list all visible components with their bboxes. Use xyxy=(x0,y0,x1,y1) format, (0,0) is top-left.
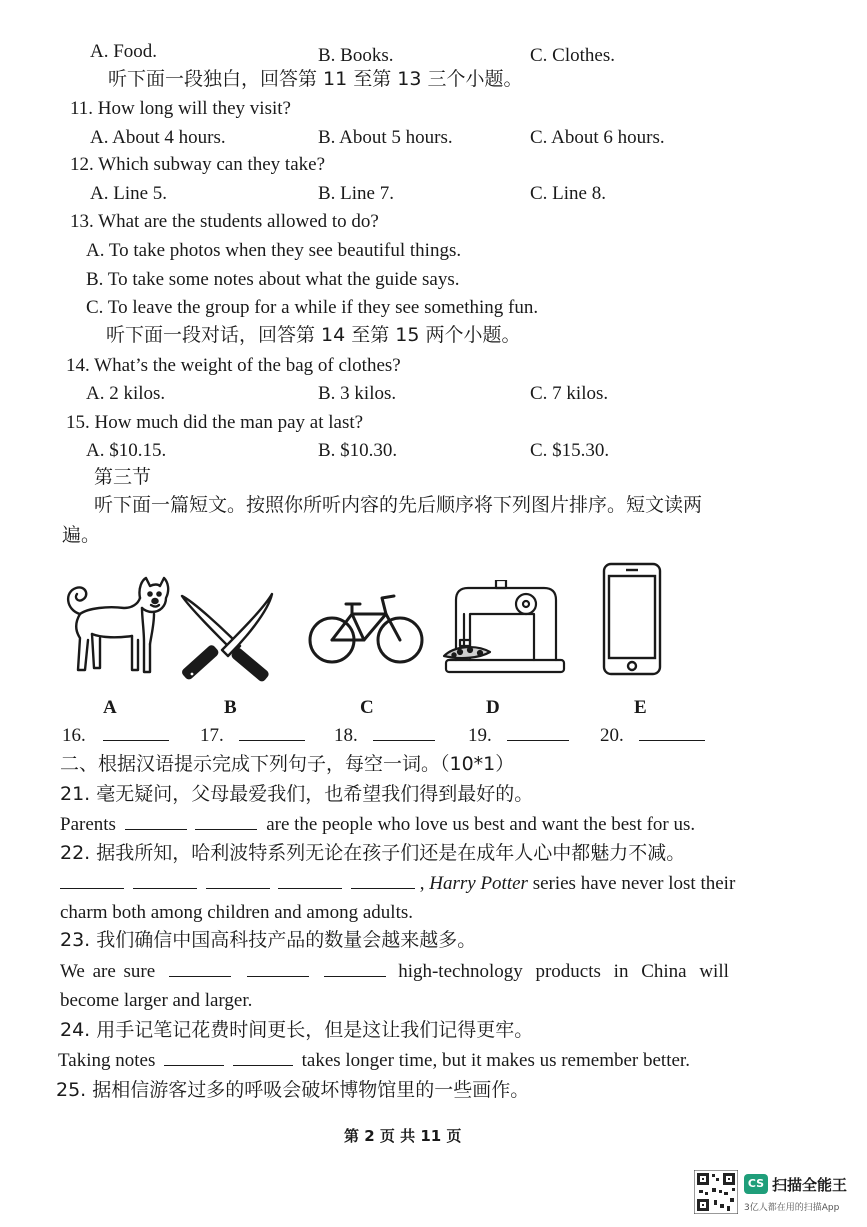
q12-option-a: A. Line 5. xyxy=(90,183,168,204)
sewing-machine-icon xyxy=(440,580,570,680)
q13-stem: 13. What are the students allowed to do? xyxy=(70,211,379,232)
section3-title: 第三节 xyxy=(94,466,152,488)
answer-18-number: 18. xyxy=(334,725,358,746)
q22-english-line2: charm both among children and among adults. xyxy=(60,902,413,923)
q22-blank-3[interactable] xyxy=(206,874,270,889)
q10-option-c: C. Clothes. xyxy=(530,45,615,66)
q15-option-a: A. $10.15. xyxy=(86,440,167,461)
dog-icon xyxy=(58,570,170,682)
q24-english xyxy=(58,1051,690,1070)
q24-blank-2[interactable] xyxy=(233,1051,293,1066)
answer-19-number: 19. xyxy=(468,725,492,746)
scanner-logo-badge: CS xyxy=(744,1174,768,1194)
dialog-instruction: 听下面一段对话，回答第 14 至第 15 两个小题。 xyxy=(106,324,521,346)
answer-18 xyxy=(334,726,435,745)
q24-blank-1[interactable] xyxy=(164,1051,224,1066)
q12-option-c: C. Line 8. xyxy=(530,183,606,204)
answer-17-blank[interactable] xyxy=(239,726,305,741)
scanner-app-name: 扫描全能王 xyxy=(772,1176,848,1194)
q22-blank-5[interactable] xyxy=(351,874,415,889)
answer-16-number: 16. xyxy=(62,725,86,746)
picture-label-b: B xyxy=(224,697,237,718)
q22-book-title: Harry Potter xyxy=(429,873,528,894)
q11-option-b: B. About 5 hours. xyxy=(318,127,453,148)
q12-stem: 12. Which subway can they take? xyxy=(70,154,326,175)
q14-option-b: B. 3 kilos. xyxy=(318,383,397,404)
q11-option-c: C. About 6 hours. xyxy=(530,127,665,148)
answer-19 xyxy=(468,726,569,745)
q11-stem: 11. How long will they visit? xyxy=(70,98,291,119)
part2-title: 二、根据汉语提示完成下列句子，每空一词。（10*1） xyxy=(60,753,515,775)
answer-16-blank[interactable] xyxy=(103,726,169,741)
answer-17 xyxy=(200,726,305,745)
q22-blank-4[interactable] xyxy=(278,874,342,889)
answer-20 xyxy=(600,726,705,745)
answer-19-blank[interactable] xyxy=(507,726,569,741)
q15-stem: 15. How much did the man pay at last? xyxy=(66,412,364,433)
qr-code-icon xyxy=(694,1170,738,1214)
picture-label-a: A xyxy=(103,697,117,718)
q24-english-before: Taking notes xyxy=(58,1050,156,1071)
q23-blank-3[interactable] xyxy=(324,962,386,977)
q21-english-after: are the people who love us best and want the best for us. xyxy=(266,814,696,835)
q23-chinese: 23. 我们确信中国高科技产品的数量会越来越多。 xyxy=(60,929,477,951)
monologue-instruction: 听下面一段独白，回答第 11 至第 13 三个小题。 xyxy=(108,68,523,90)
q21-english-before: Parents xyxy=(60,814,116,835)
q14-option-a: A. 2 kilos. xyxy=(86,383,166,404)
q23-blank-2[interactable] xyxy=(247,962,309,977)
crossed-knives-icon xyxy=(174,592,290,688)
q11-option-a: A. About 4 hours. xyxy=(90,127,226,148)
section3-instruction-line1: 听下面一篇短文。按照你所听内容的先后顺序将下列图片排序。短文读两 xyxy=(94,494,703,516)
answer-20-number: 20. xyxy=(600,725,624,746)
q24-chinese: 24. 用手记笔记花费时间更长，但是这让我们记得更牢。 xyxy=(60,1019,534,1041)
picture-label-d: D xyxy=(486,697,500,718)
q13-option-b: B. To take some notes about what the guide says. xyxy=(86,269,460,290)
q22-blank-1[interactable] xyxy=(60,874,124,889)
q12-option-b: B. Line 7. xyxy=(318,183,394,204)
section3-instruction-line2: 遍。 xyxy=(62,524,101,546)
q14-stem: 14. What’s the weight of the bag of clothes? xyxy=(66,355,401,376)
q23-english-before: We are sure xyxy=(60,961,156,982)
q15-option-b: B. $10.30. xyxy=(318,440,398,461)
q22-english: , Harry Potter series have never lost their xyxy=(60,874,735,893)
answer-18-blank[interactable] xyxy=(373,726,435,741)
q15-option-c: C. $15.30. xyxy=(530,440,610,461)
q23-blank-1[interactable] xyxy=(169,962,231,977)
q25-chinese: 25. 据相信游客过多的呼吸会破坏博物馆里的一些画作。 xyxy=(56,1079,530,1101)
picture-label-c: C xyxy=(360,697,374,718)
q21-blank-2[interactable] xyxy=(195,815,257,830)
q13-option-c: C. To leave the group for a while if they see something fun. xyxy=(86,297,539,318)
q10-option-a: A. Food. xyxy=(90,41,158,62)
q21-chinese: 21. 毫无疑问，父母最爱我们，也希望我们得到最好的。 xyxy=(60,783,534,805)
q22-english-after: series have never lost their xyxy=(532,873,736,894)
q14-option-c: C. 7 kilos. xyxy=(530,383,609,404)
q23-english xyxy=(60,962,729,981)
smartphone-icon xyxy=(602,562,662,676)
q22-chinese: 22. 据我所知，哈利波特系列无论在孩子们还是在成年人心中都魅力不减。 xyxy=(60,842,686,864)
q24-english-after: takes longer time, but it makes us remember better. xyxy=(301,1050,690,1071)
page-footer: 第 2 页 共 11 页 xyxy=(344,1127,462,1145)
q23-english-line2: become larger and larger. xyxy=(60,990,253,1011)
q13-option-a: A. To take photos when they see beautiful things. xyxy=(86,240,462,261)
bicycle-icon xyxy=(306,590,426,670)
answer-20-blank[interactable] xyxy=(639,726,705,741)
answer-17-number: 17. xyxy=(200,725,224,746)
answer-16 xyxy=(62,726,169,745)
scanner-tagline: 3亿人都在用的扫描App xyxy=(744,1203,840,1213)
q10-option-b: B. Books. xyxy=(318,45,394,66)
q21-english xyxy=(60,815,695,834)
q22-blank-2[interactable] xyxy=(133,874,197,889)
picture-label-e: E xyxy=(634,697,647,718)
q23-english-after: high-technology products in China will xyxy=(398,961,729,982)
q21-blank-1[interactable] xyxy=(125,815,187,830)
